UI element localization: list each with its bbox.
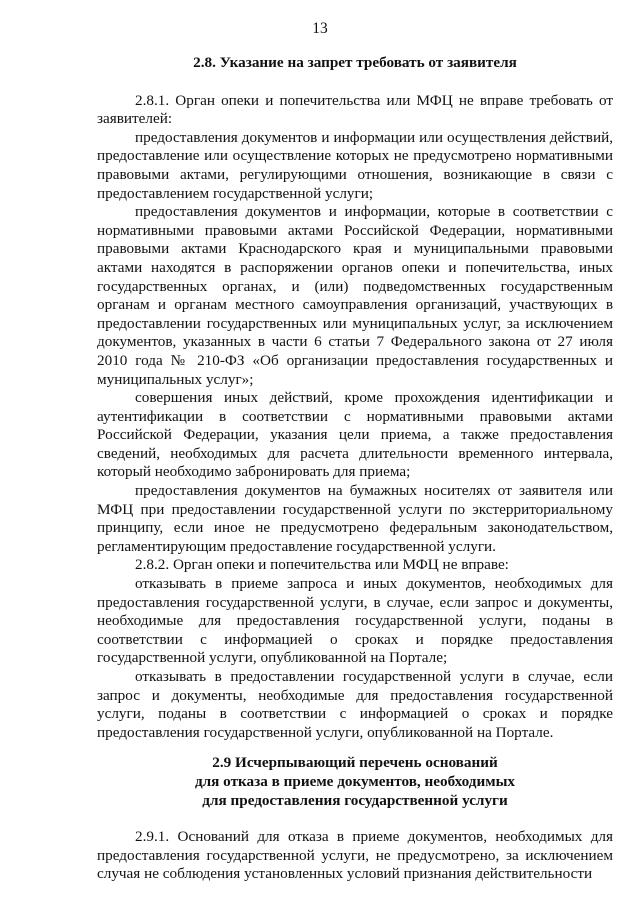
paragraph-2-9-1: 2.9.1. Оснований для отказа в приеме документов, необходимых для предоставления государственной услуги, не предусмотрено, за исключением случая не соблюдения установленных условий признания действительности bbox=[97, 828, 613, 883]
paragraph-item: отказывать в приеме запроса и иных документов, необходимых для предоставления государственной услуги, в случае, если запрос и документы, необходимые для предоставления государственной услуги, поданы в соответствии с информацией о сроках и порядке предоставления государственной услуги, опубликованной на Портале; bbox=[97, 575, 613, 667]
document-body bbox=[97, 54, 613, 884]
paragraph-item: предоставления документов на бумажных носителях от заявителя или МФЦ при предоставлении государственной услуги по экстерриториальному принципу, если иное не предусмотрено федеральным законодательством, регламентирующим предоставление государственной услуги. bbox=[97, 482, 613, 555]
heading-line: 2.9 Исчерпывающий перечень оснований bbox=[212, 754, 498, 772]
paragraph-item: предоставления документов и информации или осуществления действий, предоставление или осуществление которых не предусмотрено нормативными правовыми актами, регулирующими отношения, возникающие в связи с предоставлением государственной услуги; bbox=[97, 128, 613, 202]
page-number: 13 bbox=[312, 20, 328, 37]
paragraph-item: совершения иных действий, кроме прохождения идентификации и аутентификации в соответствии с нормативными правовыми актами Российской Федерации, указания цели приема, а также предоставления сведений, необходимых для расчета длительности временного интервала, который необходимо забронировать для приема; bbox=[97, 389, 613, 481]
paragraph-item: отказывать в предоставлении государственной услуги в случае, если запрос и документы, необходимые для предоставления государственной услуги, поданы в соответствии с информацией о сроках и порядке предоставления государственной услуги, опубликованной на Портале. bbox=[97, 668, 613, 741]
paragraph-item: предоставления документов и информации, которые в соответствии с нормативными правовыми актами Российской Федерации, нормативными правовыми актами Краснодарского края и муниципальными правовыми актами находятся в распоряжении органов опеки и попечительства, иных государственных органах, и (или) подведомственных государственным органам и органам местного самоуправления организаций, участвующих в предоставлении государственных или муниципальных услуг, за исключением документов, указанных в части 6 статьи 7 Федерального закона от 27 июля 2010 года № 210-ФЗ «Об организации предоставления государственных и муниципальных услуг»; bbox=[97, 203, 613, 388]
section-heading-2-8: 2.8. Указание на запрет требовать от заявителя bbox=[193, 54, 517, 71]
paragraph-2-8-1: 2.8.1. Орган опеки и попечительства или МФЦ не вправе требовать от заявителей: bbox=[97, 91, 613, 128]
paragraph-2-8-2: 2.8.2. Орган опеки и попечительства или МФЦ не вправе: bbox=[135, 556, 509, 574]
section-heading-2-9 bbox=[97, 754, 613, 810]
heading-line: для отказа в приеме документов, необходимых bbox=[194, 772, 516, 790]
heading-line: для предоставления государственной услуги bbox=[202, 791, 508, 809]
